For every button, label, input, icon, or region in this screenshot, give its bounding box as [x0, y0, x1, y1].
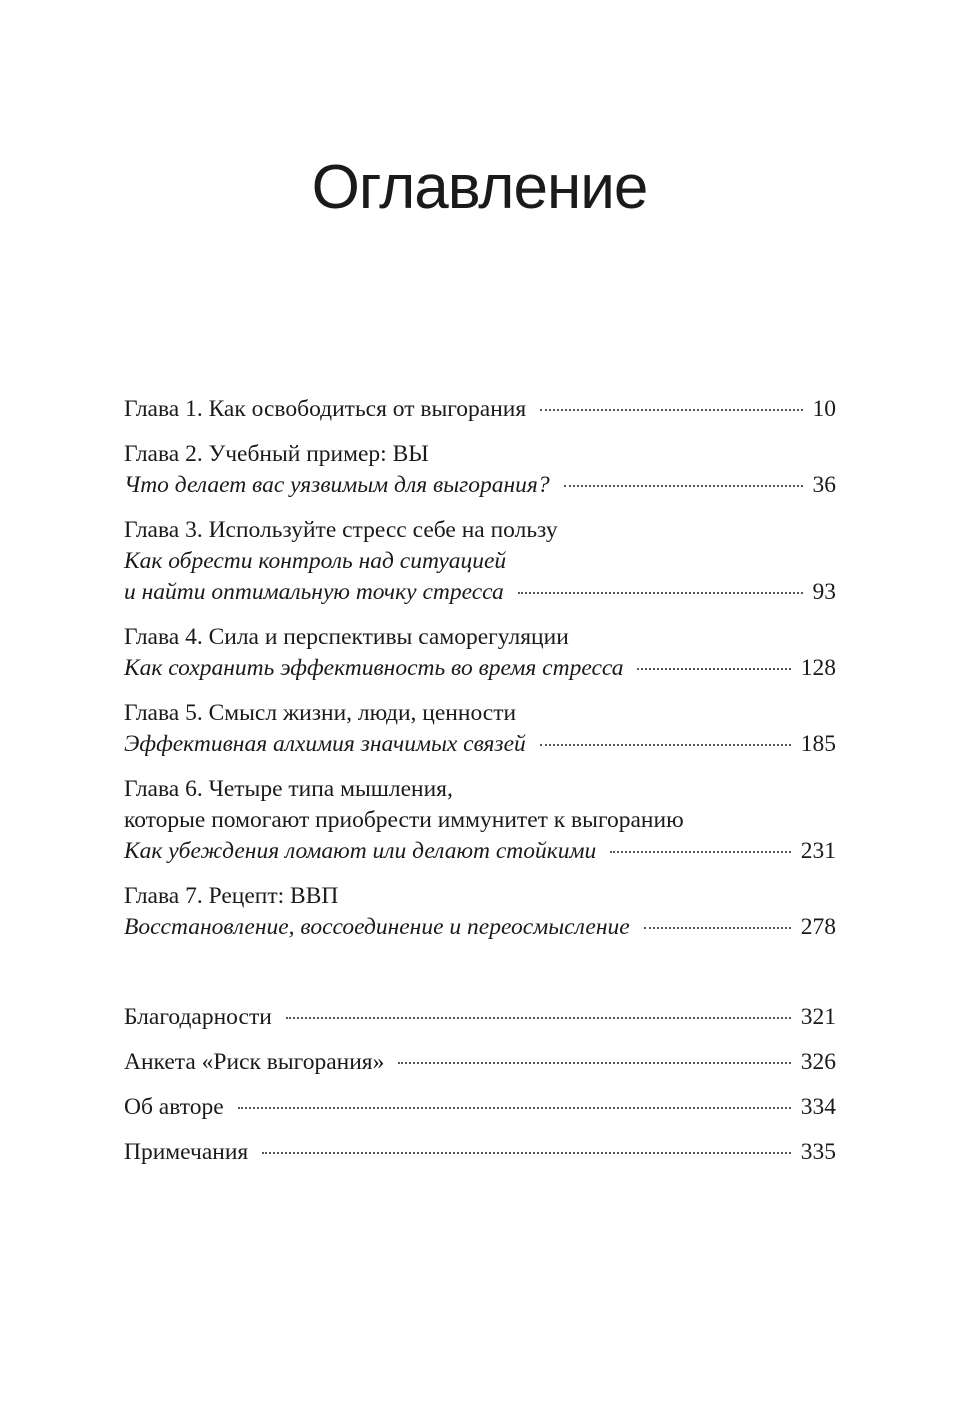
- dot-leader: [564, 485, 803, 487]
- dot-leader: [518, 592, 803, 594]
- dot-leader: [540, 744, 791, 746]
- toc-leader-line: [124, 470, 836, 501]
- toc-entry-chapter-6[interactable]: [124, 774, 836, 867]
- page-number: 321: [800, 1004, 836, 1030]
- toc-leader-line: [124, 836, 836, 867]
- chapter-subtitle: Как обрести контроль над ситуацией: [124, 548, 507, 574]
- toc-entry-chapter-2[interactable]: [124, 439, 836, 501]
- dot-leader: [286, 1017, 791, 1019]
- toc-entry-notes[interactable]: [124, 1137, 836, 1168]
- page-number: 185: [800, 731, 836, 757]
- toc-leader-line: [124, 653, 836, 684]
- back-matter-label: Благодарности: [124, 1004, 272, 1030]
- chapter-heading: Глава 2. Учебный пример: ВЫ: [124, 441, 429, 467]
- page-number: 93: [812, 579, 836, 605]
- toc-leader-line: [124, 1047, 836, 1078]
- page-number: 128: [800, 655, 836, 681]
- page-number: 278: [800, 914, 836, 940]
- toc-leader-line: [124, 1002, 836, 1033]
- page-number: 334: [800, 1094, 836, 1120]
- toc-leader-line: [124, 729, 836, 760]
- table-of-contents: [124, 394, 836, 1168]
- toc-entry-chapter-5[interactable]: [124, 698, 836, 760]
- page-title: Оглавление: [311, 153, 648, 222]
- chapter-heading: Глава 3. Используйте стресс себе на пользу: [124, 517, 558, 543]
- toc-leader-line: [124, 912, 836, 943]
- chapter-heading: Глава 5. Смысл жизни, люди, ценности: [124, 700, 517, 726]
- toc-entry-chapter-3[interactable]: [124, 515, 836, 608]
- dot-leader: [637, 668, 790, 670]
- chapter-subtitle: Как сохранить эффективность во время стресса: [124, 655, 624, 681]
- chapter-heading-continued: которые помогают приобрести иммунитет к выгоранию: [124, 807, 684, 833]
- dot-leader: [540, 409, 802, 411]
- toc-entry-questionnaire[interactable]: [124, 1047, 836, 1078]
- toc-entry-about-author[interactable]: [124, 1092, 836, 1123]
- toc-entry-chapter-1[interactable]: [124, 394, 836, 425]
- dot-leader: [238, 1107, 791, 1109]
- chapter-subtitle: Как убеждения ломают или делают стойкими: [124, 838, 597, 864]
- chapter-heading: Глава 7. Рецепт: ВВП: [124, 883, 339, 909]
- chapter-heading: Глава 4. Сила и перспективы саморегуляции: [124, 624, 569, 650]
- chapter-subtitle: Восстановление, воссоединение и переосмысление: [124, 914, 630, 940]
- dot-leader: [610, 851, 790, 853]
- back-matter-label: Анкета «Риск выгорания»: [124, 1049, 385, 1075]
- page-number: 231: [800, 838, 836, 864]
- toc-entry-acknowledgements[interactable]: [124, 1002, 836, 1033]
- dot-leader: [644, 927, 791, 929]
- dot-leader: [262, 1152, 791, 1154]
- toc-leader-line: [124, 1137, 836, 1168]
- page-number: 335: [800, 1139, 836, 1165]
- chapter-heading: Глава 1. Как освободиться от выгорания: [124, 396, 527, 422]
- back-matter-label: Об авторе: [124, 1094, 224, 1120]
- toc-leader-line: [124, 577, 836, 608]
- toc-leader-line: [124, 394, 836, 425]
- chapter-subtitle: и найти оптимальную точку стресса: [124, 579, 504, 605]
- chapter-subtitle: Что делает вас уязвимым для выгорания?: [124, 472, 550, 498]
- toc-entry-chapter-7[interactable]: [124, 881, 836, 943]
- page-number: 326: [800, 1049, 836, 1075]
- page-number: 10: [812, 396, 836, 422]
- chapter-heading: Глава 6. Четыре типа мышления,: [124, 776, 453, 802]
- dot-leader: [398, 1062, 790, 1064]
- toc-entry-chapter-4[interactable]: [124, 622, 836, 684]
- page-number: 36: [812, 472, 836, 498]
- chapter-subtitle: Эффективная алхимия значимых связей: [124, 731, 526, 757]
- back-matter-label: Примечания: [124, 1139, 249, 1165]
- toc-leader-line: [124, 1092, 836, 1123]
